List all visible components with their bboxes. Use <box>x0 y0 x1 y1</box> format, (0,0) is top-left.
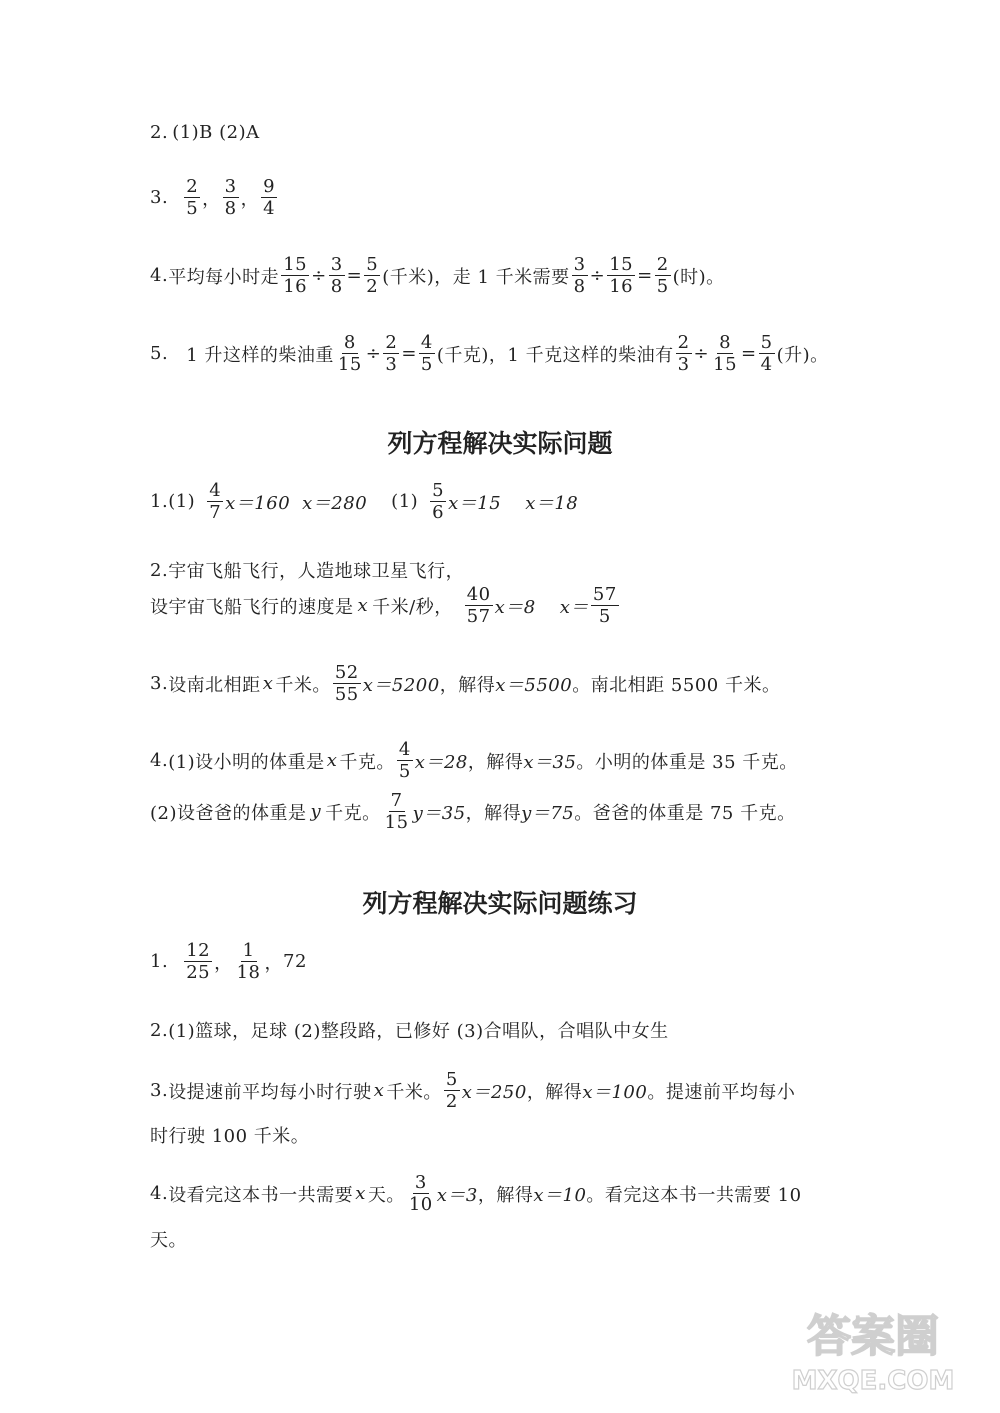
item-number: 2. <box>150 559 169 581</box>
item-number: 3. <box>150 187 169 208</box>
fraction: $\frac{5}{6}$ <box>432 480 445 523</box>
answer-1: 1. (1) $\frac{4}{7}$ x＝160 x＝280 (1) $\frac{5}{6}$ x＝15 x＝18 <box>150 480 579 523</box>
fraction: $\frac{57}{5}$ <box>592 584 617 627</box>
item-number: 4. <box>150 750 169 771</box>
fraction: $\frac{5}{2}$ <box>366 254 379 297</box>
fraction: $\frac{15}{16}$ <box>283 254 308 297</box>
fraction: $\frac{3}{8}$ <box>573 254 586 297</box>
answer-3: 3. $\frac{2}{5}$ ， $\frac{3}{8}$ ， $\frac{9}{4}$ <box>150 176 276 219</box>
section-title: 列方程解决实际问题练习 <box>362 889 638 918</box>
item-number: 1. <box>150 491 169 512</box>
fraction: $\frac{40}{57}$ <box>466 584 491 627</box>
item-number: 5. <box>150 343 169 364</box>
fraction: $\frac{12}{25}$ <box>186 940 211 983</box>
fraction: $\frac{15}{16}$ <box>609 254 634 297</box>
answer-2-line2: 设宇宙飞船飞行的速度是 x 千米/秒， $\frac{40}{57}$ x＝8 x＝ $\frac{57}{5}$ <box>150 584 617 627</box>
fraction: $\frac{9}{4}$ <box>263 176 276 219</box>
item-number: 4. <box>150 1183 169 1204</box>
watermark-logo <box>768 1299 978 1399</box>
answer-4-line2: 天。 <box>150 1230 187 1251</box>
watermark-title: 答案圈 <box>807 1311 939 1362</box>
fraction: $\frac{4}{5}$ <box>420 332 433 375</box>
fraction: $\frac{5}{2}$ <box>445 1069 458 1112</box>
answer-3: 3. 设南北相距 x 千米。 $\frac{52}{55}$ x＝5200 ，解得 x＝5500 。南北相距 5500 千米。 <box>150 662 781 705</box>
answer-text: (1)B (2)A <box>172 122 260 143</box>
answer-4-part1: 4. (1)设小明的体重是 x 千克。 $\frac{4}{5}$ x＝28 ，解得 x＝35 。小明的体重是 35 千克。 <box>150 739 798 782</box>
fraction: $\frac{2}{3}$ <box>385 332 398 375</box>
fraction: $\frac{8}{15}$ <box>713 332 738 375</box>
answer-4: 4. 平均每小时走 $\frac{15}{16}$ ÷ $\frac{3}{8}$ = $\frac{5}{2}$ (千米)，走 1 千米需要 $\frac{3}{8}$ ÷ $\frac{15}{16}$ = $\frac{2}{5}$ (时)。 <box>150 254 725 297</box>
item-number: 2. <box>150 1019 169 1041</box>
item-number: 3. <box>150 673 169 694</box>
fraction: $\frac{4}{7}$ <box>209 480 222 523</box>
fraction: $\frac{2}{5}$ <box>186 176 199 219</box>
item-number: 1. <box>150 951 169 972</box>
fraction: $\frac{2}{3}$ <box>677 332 690 375</box>
fraction: $\frac{7}{15}$ <box>384 790 409 833</box>
fraction: $\frac{8}{15}$ <box>337 332 362 375</box>
answer-2 <box>150 122 260 143</box>
watermark-domain: MXQE.COM <box>791 1366 955 1396</box>
fraction: $\frac{3}{10}$ <box>408 1172 433 1215</box>
fraction: $\frac{2}{5}$ <box>656 254 669 297</box>
fraction: $\frac{4}{5}$ <box>398 739 411 782</box>
fraction: $\frac{3}{8}$ <box>330 254 343 297</box>
answer-2: 2. (1)篮球，足球 (2)整段路，已修好 (3)合唱队，合唱队中女生 <box>150 1019 669 1042</box>
item-number: 4. <box>150 265 169 286</box>
item-number: 3. <box>150 1080 169 1101</box>
fraction: $\frac{1}{18}$ <box>236 940 261 983</box>
answer-1: 1. $\frac{12}{25}$ ， $\frac{1}{18}$ ， 72 <box>150 940 307 983</box>
answer-3-line2: 时行驶 100 千米。 <box>150 1126 310 1147</box>
answer-2-line1: 2. 宇宙飞船飞行，人造地球卫星飞行， <box>150 559 465 582</box>
item-number: 2. <box>150 122 169 143</box>
section-title: 列方程解决实际问题 <box>387 429 613 458</box>
fraction: $\frac{3}{8}$ <box>224 176 237 219</box>
answer-4-line1: 4. 设看完这本书一共需要 x 天。 $\frac{3}{10}$ x＝3 ，解得 x＝10 。看完这本书一共需要 10 <box>150 1172 802 1215</box>
answer-3-line1: 3. 设提速前平均每小时行驶 x 千米。 $\frac{5}{2}$ x＝250 ，解得 x＝100 。提速前平均每小 <box>150 1069 796 1112</box>
answer-5: 5. 1 升这样的柴油重 $\frac{8}{15}$ ÷ $\frac{2}{3}$ = $\frac{4}{5}$ (千克)，1 千克这样的柴油有 $\frac{2}{3}$ ÷ $\frac{8}{15}$ = $\frac{5}{4}$ (升)。 <box>150 332 829 375</box>
fraction: $\frac{5}{4}$ <box>760 332 773 375</box>
answer-4-part2: (2)设爸爸的体重是 y 千克。 $\frac{7}{15}$ y＝35 ，解得 y＝75 。爸爸的体重是 75 千克。 <box>150 790 796 833</box>
fraction: $\frac{52}{55}$ <box>334 662 359 705</box>
